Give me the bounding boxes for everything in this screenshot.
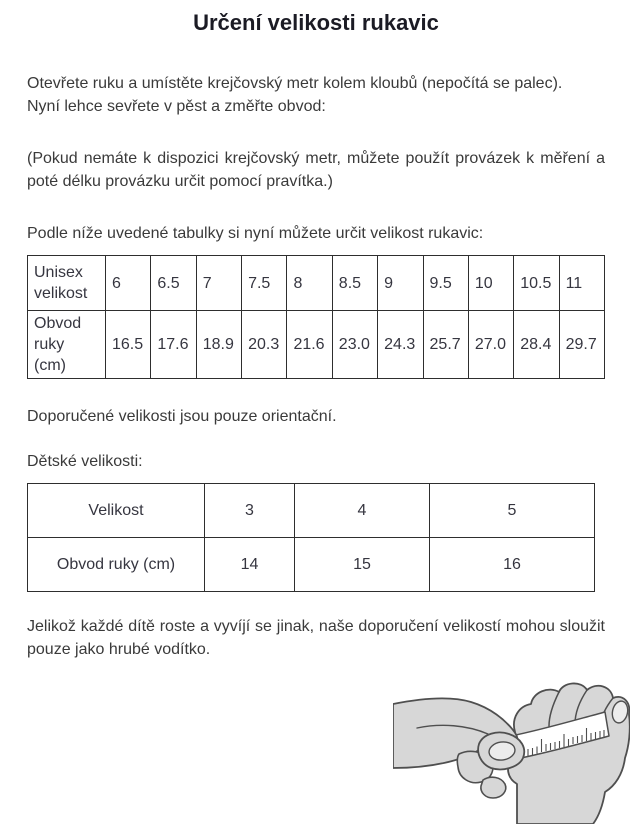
kids-size-cell: 5 <box>430 484 595 538</box>
glove-circumference-row <box>28 311 605 379</box>
glove-circumference-cell: 25.7 <box>423 311 468 379</box>
kids-circumference-cell: 16 <box>430 538 595 592</box>
glove-size-cell: 9 <box>378 256 423 311</box>
glove-circumference-cell: 16.5 <box>106 311 151 379</box>
glove-circumference-cell: 27.0 <box>468 311 513 379</box>
glove-size-row-label: Unisex velikost <box>28 256 106 311</box>
kids-size-row-label: Velikost <box>28 484 205 538</box>
glove-circumference-cell: 23.0 <box>332 311 377 379</box>
kids-size-cell: 3 <box>205 484 295 538</box>
kids-circumference-row-label: Obvod ruky (cm) <box>28 538 205 592</box>
glove-circumference-cell: 29.7 <box>559 311 604 379</box>
intro-section <box>27 72 605 118</box>
kids-circumference-row <box>28 538 595 592</box>
hands-measuring-tape-image <box>393 674 630 824</box>
page-title: Určení velikosti rukavic <box>193 10 439 35</box>
glove-circumference-row-label: Obvod ruky (cm) <box>28 311 106 379</box>
glove-size-cell: 10 <box>468 256 513 311</box>
table-lead-in-text: Podle níže uvedené tabulky si nyní můžete určit velikost rukavic: <box>27 225 484 242</box>
glove-circumference-cell: 24.3 <box>378 311 423 379</box>
glove-size-cell: 10.5 <box>514 256 559 311</box>
glove-size-cell: 9.5 <box>423 256 468 311</box>
glove-size-cell: 6 <box>106 256 151 311</box>
kids-circumference-cell: 15 <box>295 538 430 592</box>
glove-size-cell: 8.5 <box>332 256 377 311</box>
kids-size-cell: 4 <box>295 484 430 538</box>
glove-size-cell: 6.5 <box>151 256 196 311</box>
glove-circumference-cell: 17.6 <box>151 311 196 379</box>
disclaimer-text: Doporučené velikosti jsou pouze orientační. <box>27 408 337 425</box>
glove-size-cell: 7 <box>196 256 241 311</box>
fist-instruction-text: Nyní lehce sevřete v pěst a změřte obvod: <box>27 98 326 115</box>
measure-instruction-text: Otevřete ruku a umístěte krejčovský metr kolem kloubů (nepočítá se palec). <box>27 75 563 92</box>
hand-measurement-illustration <box>27 674 630 824</box>
kids-section-heading: Dětské velikosti: <box>27 453 143 470</box>
glove-size-row <box>28 256 605 311</box>
glove-size-cell: 7.5 <box>242 256 287 311</box>
kids-note-text: Jelikož každé dítě roste a vyvíjí se jinak, naše doporučení velikostí mohou sloužit pouze jako hrubé vodítko. <box>27 618 605 658</box>
kids-size-table <box>27 483 595 592</box>
glove-size-table <box>27 255 605 379</box>
glove-circumference-cell: 28.4 <box>514 311 559 379</box>
glove-size-cell: 8 <box>287 256 332 311</box>
glove-circumference-cell: 20.3 <box>242 311 287 379</box>
glove-circumference-cell: 21.6 <box>287 311 332 379</box>
kids-size-row <box>28 484 595 538</box>
glove-circumference-cell: 18.9 <box>196 311 241 379</box>
alternative-note-text: (Pokud nemáte k dispozici krejčovský metr, můžete použít provázek k měření a poté délku provázku určit pomocí pravítka.) <box>27 150 605 190</box>
kids-circumference-cell: 14 <box>205 538 295 592</box>
glove-size-cell: 11 <box>559 256 604 311</box>
